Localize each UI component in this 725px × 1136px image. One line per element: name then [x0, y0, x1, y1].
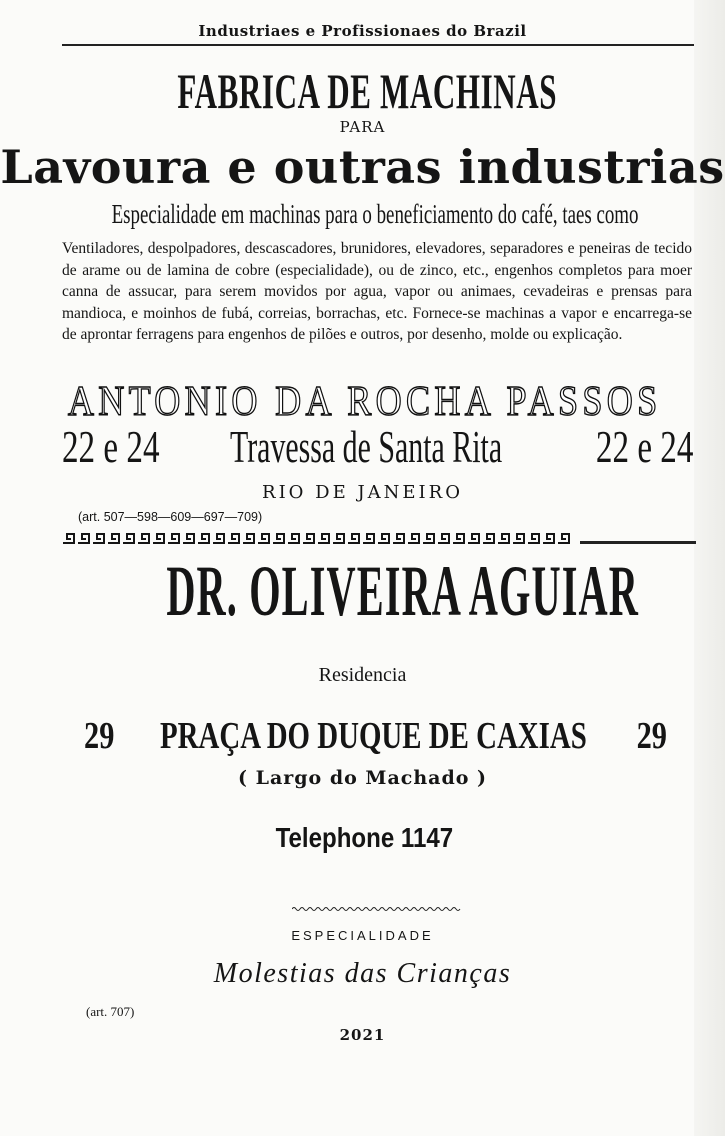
- advert2-reference: (art. 707): [86, 1004, 135, 1019]
- advert1-title: FABRICA DE MACHINAS: [177, 63, 558, 119]
- advert1-address-row: [0, 420, 725, 476]
- advert2-specialty: Molestias das Crianças: [213, 958, 512, 989]
- greek-key-divider: [62, 531, 572, 545]
- address-number-left: 22 e 24: [62, 421, 160, 472]
- divider-tail-rule: [580, 541, 696, 544]
- advert1-specialty: Especialidade em machinas para o beneficiamento do café, taes como: [111, 199, 639, 229]
- advert1-city: RIO DE JANEIRO: [262, 482, 463, 503]
- street-number-left: 29: [84, 715, 115, 757]
- head-rule: [62, 44, 694, 46]
- advert2-specialty-label: ESPECIALIDADE: [291, 928, 434, 943]
- greek-key-ornament: [62, 531, 572, 545]
- advert2-residence-label: Residencia: [318, 664, 407, 686]
- wavy-rule: [292, 906, 462, 912]
- advert2-title: DR. OLIVEIRA AGUIAR: [166, 551, 640, 631]
- advert1-proprietor: ANTONIO DA ROCHA PASSOS: [67, 379, 662, 425]
- running-head: Industriaes e Profissionaes do Brazil: [198, 22, 527, 40]
- page-folio: 2021: [339, 1026, 386, 1044]
- advert1-reference: (art. 507—598—609—697—709): [78, 510, 263, 524]
- address-number-right: 22 e 24: [595, 421, 693, 472]
- address-street: Travessa de Santa Rita: [230, 421, 503, 472]
- street-name: PRAÇA DO DUQUE DE CAXIAS: [160, 715, 587, 757]
- advert2-landmark: ( Largo do Machado ): [237, 767, 488, 789]
- street-number-right: 29: [636, 715, 667, 757]
- advert1-subtitle: Lavoura e outras industrias: [0, 140, 725, 194]
- advert2-telephone: Telephone 1147: [275, 822, 454, 853]
- advert1-body: Ventiladores, despolpadores, descascadores, brunidores, elevadores, separadores e peneiras de tecido de arame ou de lamina de cobre (especialidade), ou de zinco, etc., engenhos completos para moer canna de assucar, para serem movidos por agua, vapor ou animaes, cevadeiras e prensas para mandioca, e moinhos de fubá, correias, borrachas, etc. Fornece-se machinas a vapor e encarrega-se de aprontar ferragens para engenhos de pilões e outros, por desenho, molde ou explicação.: [62, 240, 692, 343]
- advert1-connector: PARA: [339, 118, 386, 136]
